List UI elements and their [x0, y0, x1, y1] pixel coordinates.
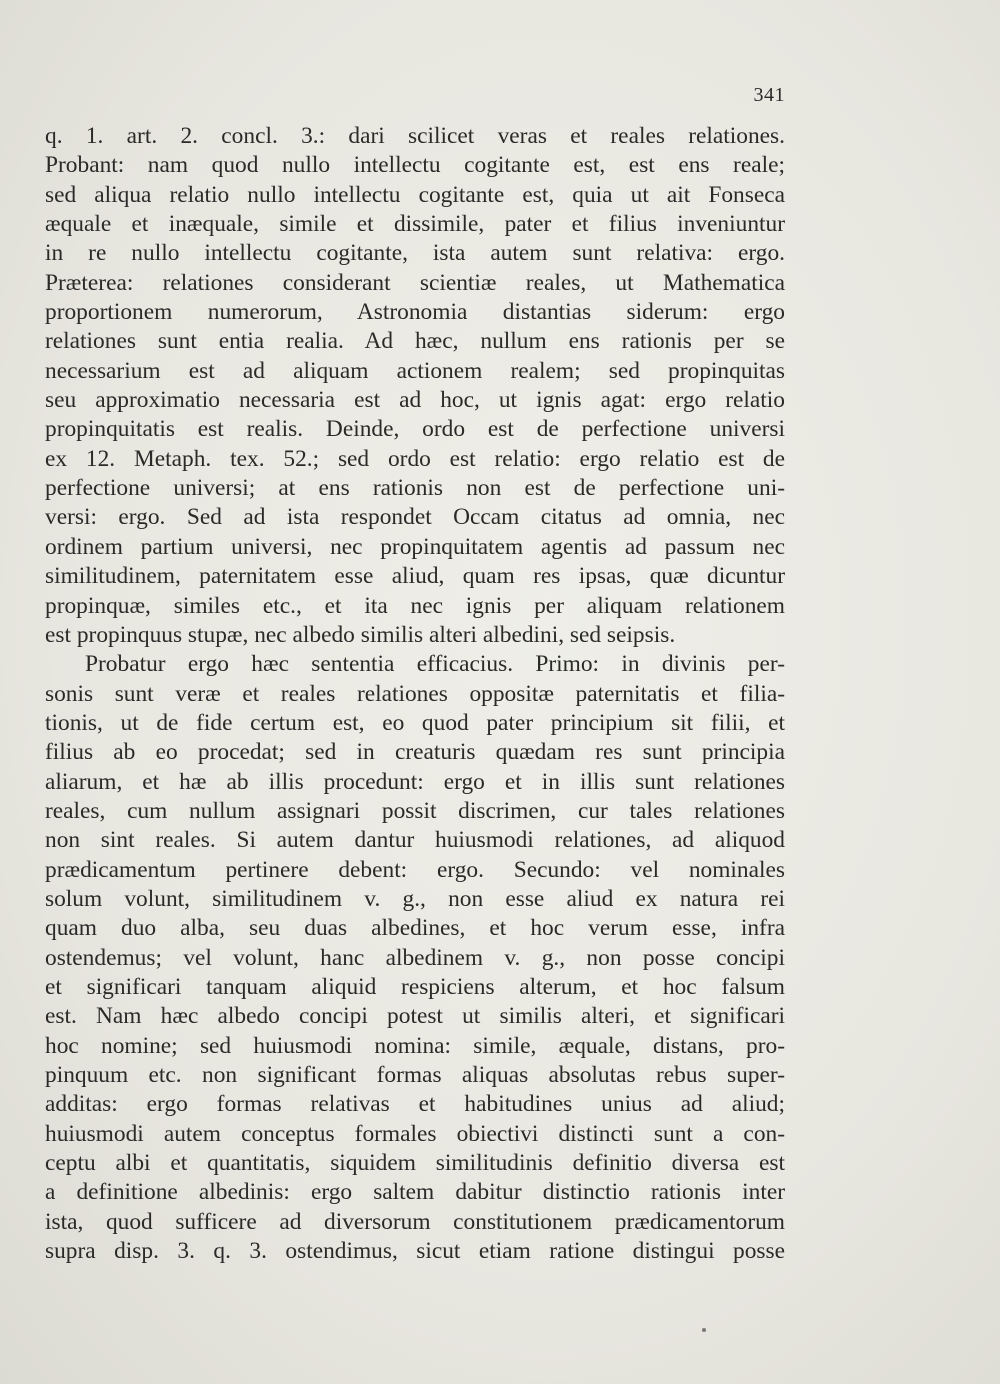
text-line: non sint reales. Si autem dantur huiusmodi relationes, ad aliquod [45, 827, 785, 854]
text-line: similitudinem, paternitatem esse aliud, quam res ipsas, quæ dicuntur [45, 563, 785, 590]
text-line: Probant: nam quod nullo intellectu cogitante est, est ens reale; [45, 152, 785, 179]
text-line: prædicamentum pertinere debent: ergo. Secundo: vel nominales [45, 856, 785, 883]
text-line: propinquæ, similes etc., et ita nec ignis per aliquam relationem [45, 592, 785, 619]
page-number: 341 [753, 84, 785, 106]
text-line: reales, cum nullum assignari possit discrimen, cur tales relationes [45, 797, 785, 824]
ink-speck [702, 1328, 706, 1332]
text-line: ceptu albi et quantitatis, siquidem similitudinis definitio diversa est [45, 1150, 785, 1177]
text-line: huiusmodi autem conceptus formales obiectivi distincti sunt a con- [45, 1120, 785, 1147]
paragraph-end-line: est propinquus stupæ, nec albedo similis alteri albedini, sed seipsis. [45, 621, 676, 648]
text-line: seu approximatio necessaria est ad hoc, ut ignis agat: ergo relatio [45, 387, 785, 414]
text-line: filius ab eo procedat; sed in creaturis quædam res sunt principia [45, 739, 785, 766]
text-line: quam duo alba, seu duas albedines, et hoc verum esse, infra [45, 915, 785, 942]
text-line: Præterea: relationes considerant scientiæ reales, ut Mathematica [45, 269, 785, 296]
text-line: ostendemus; vel volunt, hanc albedinem v. g., non posse concipi [45, 944, 785, 971]
text-line: et significari tanquam aliquid respiciens alterum, et hoc falsum [45, 973, 785, 1000]
body-text [45, 122, 785, 1266]
text-line: ordinem partium universi, nec propinquitatem agentis ad passum nec [45, 533, 785, 560]
text-line: solum volunt, similitudinem v. g., non esse aliud ex natura rei [45, 885, 785, 912]
text-line: versi: ergo. Sed ad ista respondet Occam citatus ad omnia, nec [45, 504, 785, 531]
text-line: perfectione universi; at ens rationis non est de perfectione uni- [45, 475, 785, 502]
text-line: tionis, ut de fide certum est, eo quod pater principium sit filii, et [45, 709, 785, 736]
text-line: q. 1. art. 2. concl. 3.: dari scilicet veras et reales relationes. [45, 123, 785, 149]
paragraph-start-line: Probatur ergo hæc sententia efficacius. Primo: in divinis per- [85, 651, 785, 678]
text-line: sonis sunt veræ et reales relationes oppositæ paternitatis et filia- [45, 680, 785, 707]
text-line: ex 12. Metaph. tex. 52.; sed ordo est relatio: ergo relatio est de [45, 445, 785, 472]
text-line: ista, quod sufficere ad diversorum constitutionem prædicamentorum [45, 1208, 785, 1235]
text-line: supra disp. 3. q. 3. ostendimus, sicut etiam ratione distingui posse [45, 1238, 785, 1265]
text-line: relationes sunt entia realia. Ad hæc, nullum ens rationis per se [45, 328, 785, 355]
text-line: a definitione albedinis: ergo saltem dabitur distinctio rationis inter [45, 1179, 785, 1206]
text-line: proportionem numerorum, Astronomia distantias siderum: ergo [45, 299, 785, 326]
text-line: hoc nomine; sed huiusmodi nomina: simile, æquale, distans, pro- [45, 1032, 785, 1059]
text-line: æquale et inæquale, simile et dissimile, pater et filius inveniuntur [45, 211, 785, 238]
text-line: in re nullo intellectu cogitante, ista autem sunt relativa: ergo. [45, 240, 785, 267]
text-line: necessarium est ad aliquam actionem realem; sed propinquitas [45, 357, 785, 384]
text-line: propinquitatis est realis. Deinde, ordo est de perfectione universi [45, 416, 785, 443]
text-line: est. Nam hæc albedo concipi potest ut similis alteri, et significari [45, 1003, 785, 1030]
text-line: pinquum etc. non significant formas aliquas absolutas rebus super- [45, 1062, 785, 1088]
text-line: additas: ergo formas relativas et habitudines unius ad aliud; [45, 1091, 785, 1118]
text-line: sed aliqua relatio nullo intellectu cogitante est, quia ut ait Fonseca [45, 181, 785, 208]
text-line: aliarum, et hæ ab illis procedunt: ergo et in illis sunt relationes [45, 768, 785, 795]
